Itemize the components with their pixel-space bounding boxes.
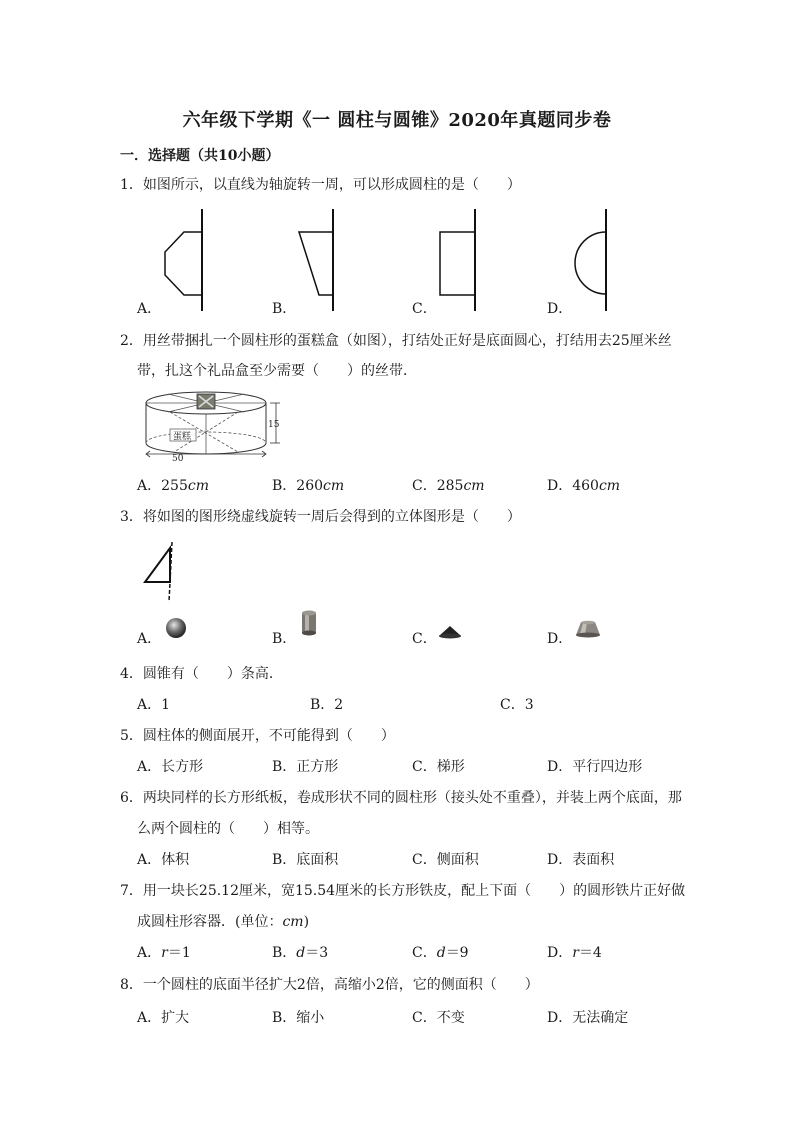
- question-5-text: 5．圆柱体的侧面展开，不可能得到（ ）: [120, 728, 395, 744]
- q4-option-a: A．1: [137, 697, 171, 713]
- q6-option-d: D．表面积: [547, 852, 615, 868]
- q1-figure-d: [570, 207, 620, 317]
- q3-option-d: D．: [547, 631, 573, 647]
- question-2-line-2: 带，扎这个礼品盒至少需要（ ）的丝带．: [137, 363, 417, 379]
- question-4-text: 4．圆锥有（ ）条高．: [120, 666, 283, 682]
- q4-option-b: B．2: [310, 697, 344, 713]
- q1-option-a: A．: [137, 301, 162, 317]
- q3-triangle-figure: [140, 540, 180, 610]
- q1-option-d: D．: [547, 301, 573, 317]
- q5-option-d: D．平行四边形: [547, 759, 643, 775]
- q6-option-a: A．体积: [137, 852, 190, 868]
- page-title: 六年级下学期《一 圆柱与圆锥》2020年真题同步卷: [182, 110, 612, 131]
- q2-option-a: A．255cm: [137, 478, 209, 494]
- q6-option-c: C．侧面积: [412, 852, 479, 868]
- q6-option-b: B．底面积: [272, 852, 339, 868]
- q3-option-b: B．: [272, 631, 297, 647]
- q5-option-c: C．梯形: [412, 759, 465, 775]
- question-6-line-2: 么两个圆柱的（ ）相等。: [137, 821, 319, 837]
- q5-option-b: B．正方形: [272, 759, 339, 775]
- q2-option-d: D．460cm: [547, 478, 621, 494]
- q8-option-d: D．无法确定: [547, 1010, 629, 1026]
- q3-option-c: C．: [412, 631, 437, 647]
- q1-figure-c: [435, 207, 485, 317]
- q2-option-c: C．285cm: [412, 478, 485, 494]
- question-3-text: 3．将如图的图形绕虚线旋转一周后会得到的立体图形是（ ）: [120, 509, 521, 525]
- q7-option-d: D．r＝4: [547, 945, 602, 961]
- q3-frustum-shape: [575, 620, 603, 640]
- q8-option-a: A．扩大: [137, 1010, 190, 1026]
- q1-figure-b: [295, 207, 345, 317]
- q3-cylinder-shape: [300, 609, 320, 637]
- q7-option-c: C．d＝9: [412, 945, 469, 961]
- q8-option-b: B．缩小: [272, 1010, 325, 1026]
- q7-option-b: B．d＝3: [272, 945, 329, 961]
- question-6-line-1: 6．两块同样的长方形纸板，卷成形状不同的圆柱形（接头处不重叠），并装上两个底面，那: [120, 790, 682, 806]
- question-7-line-1: 7．用一块长25.12厘米，宽15.54厘米的长方形铁皮，配上下面（ ）的圆形铁片正好做: [120, 883, 686, 899]
- question-2-line-1: 2．用丝带捆扎一个圆柱形的蛋糕盒（如图），打结处正好是底面圆心，打结用去25厘米丝: [120, 333, 672, 349]
- q3-sphere-shape: [164, 617, 190, 641]
- q3-option-a: A．: [137, 631, 162, 647]
- section-heading: 一．选择题（共10小题）: [120, 148, 280, 164]
- q4-option-c: C．3: [500, 697, 534, 713]
- question-7-line-2: 成圆柱形容器．(单位：cm): [137, 914, 310, 930]
- q2-cake-box-figure: [138, 388, 288, 463]
- q3-cone-shape: [438, 625, 464, 641]
- q1-figure-a: [160, 207, 210, 317]
- q1-option-c: C．: [412, 301, 437, 317]
- question-1-text: 1．如图所示，以直线为轴旋转一周，可以形成圆柱的是（ ）: [120, 177, 521, 193]
- q8-option-c: C．不变: [412, 1010, 465, 1026]
- q2-option-b: B．260cm: [272, 478, 345, 494]
- question-8-text: 8．一个圆柱的底面半径扩大2倍，高缩小2倍，它的侧面积（ ）: [120, 977, 539, 993]
- q7-option-a: A．r＝1: [137, 945, 191, 961]
- q2-height-label: 15: [268, 420, 280, 430]
- q2-cake-label: 蛋糕: [173, 432, 192, 442]
- q1-option-b: B．: [272, 301, 297, 317]
- q5-option-a: A．长方形: [137, 759, 204, 775]
- q2-diameter-label: 50: [172, 454, 184, 464]
